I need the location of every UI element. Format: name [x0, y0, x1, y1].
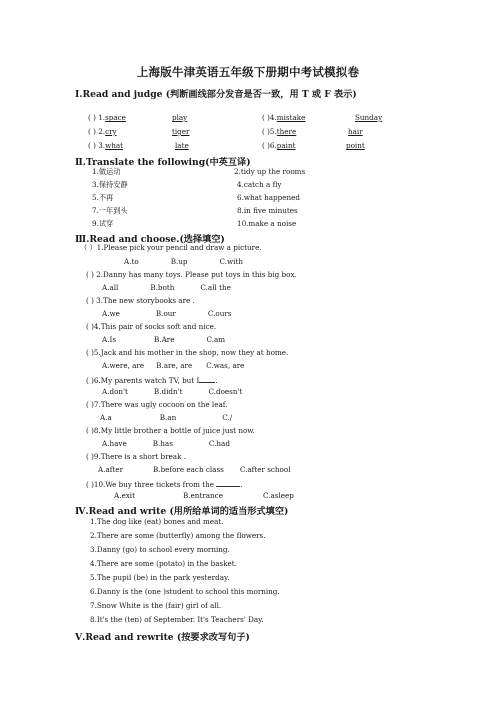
translate-item-5: 5.不再	[92, 193, 114, 202]
judge-item-6-word2: point	[346, 141, 365, 150]
section-2-heading: Ⅱ.Translate the following(中英互译)	[75, 157, 251, 168]
translate-item-3: 3.保持安静	[92, 180, 128, 189]
choice-question-8: ( )8.My little brother a bottle of juice just now.	[86, 426, 255, 435]
judge-item-5-word2: hair	[348, 127, 363, 136]
choice-question-7: ( )7.There was ugly cocoon on the leaf.	[86, 400, 228, 409]
translate-item-6: 6.what happened	[237, 193, 300, 202]
section-5-heading: Ⅴ.Read and rewrite (按要求改写句子)	[75, 632, 250, 643]
choice-question-9: ( )9.There is a short break .	[86, 452, 186, 461]
section-1-heading: Ⅰ.Read and judge (判断画线部分发音是否一致，用 T 或 F 表示)	[75, 89, 357, 100]
choice-options-10: A.exit B.entrance C.asleep	[114, 491, 294, 500]
write-item-2: 2.There are some (butterfly) among the flowers.	[90, 531, 266, 540]
judge-item-1-word2: play	[172, 113, 188, 122]
choice-options-6: A.don't B.didn't C.doesn't	[102, 387, 243, 396]
choice-question-2: ( ) 2.Danny has many toys. Please put toys in this big box.	[86, 270, 297, 279]
choice-options-5: A.were, are B.are, are C.was, are	[102, 361, 245, 370]
judge-item-6: ( )6.paint	[262, 141, 296, 150]
choice-options-9: A.after B.before each class C.after school	[98, 465, 291, 474]
section-4-heading: Ⅳ.Read and write (用所给单词的适当形式填空)	[75, 506, 289, 517]
judge-item-3: ( ) 3.what	[88, 141, 124, 150]
judge-item-1: ( ) 1.space	[88, 113, 126, 122]
judge-item-4: ( )4.mistake	[262, 113, 306, 122]
choice-options-1: A.to B.up C.with	[124, 257, 243, 266]
translate-item-1: 1.做运动	[92, 167, 121, 176]
judge-item-2-word2: tiger	[172, 127, 190, 136]
choice-options-4: A.Is B.Are C.am	[102, 335, 226, 344]
translate-item-8: 8.in five minutes	[237, 206, 298, 215]
choice-question-3: ( ) 3.The new storybooks are .	[86, 296, 195, 305]
write-item-4: 4.There are some (potato) in the basket.	[90, 559, 237, 568]
translate-item-4: 4.catch a fly	[237, 180, 282, 189]
choice-question-10: ( )10.We buy three tickets from the .	[86, 480, 243, 489]
page-title: 上海版牛津英语五年级下册期中考试模拟卷	[136, 65, 360, 79]
choice-question-5: ( )5.Jack and his mother in the shop, now they at home.	[86, 348, 289, 357]
judge-item-2: ( ) 2.cry	[88, 127, 117, 136]
choice-options-8: A.have B.has C.had	[102, 439, 230, 448]
translate-item-9: 9.试穿	[92, 219, 114, 228]
choice-options-7: A.a B.an C./	[100, 413, 233, 422]
write-item-5: 5.The pupil (be) in the park yesterday.	[90, 573, 230, 582]
section-3-heading: Ⅲ.Read and choose.(选择填空)	[75, 234, 225, 245]
choice-options-3: A.we B.our C.ours	[102, 309, 232, 318]
write-item-1: 1.The dog like (eat) bones and meat.	[90, 517, 224, 526]
choice-question-1: （ ）1.Please pick your pencil and draw a picture.	[80, 243, 262, 252]
choice-options-2: A.all B.both C.all the	[102, 283, 231, 292]
choice-question-6: ( )6.My parents watch TV, but I .	[86, 376, 218, 385]
translate-item-7: 7.一年到头	[92, 206, 128, 215]
translate-item-10: 10.make a noise	[237, 219, 297, 228]
judge-item-5: ( )5.there	[262, 127, 297, 136]
choice-question-4: ( )4.This pair of socks soft and nice.	[86, 322, 217, 331]
translate-item-2: 2.tidy up the rooms	[234, 167, 306, 176]
judge-item-3-word2: late	[175, 141, 189, 150]
write-item-7: 7.Snow White is the (fair) girl of all.	[90, 601, 222, 610]
write-item-8: 8.It's the (ten) of September. It's Teachers' Day.	[90, 615, 264, 624]
write-item-3: 3.Danny (go) to school every morning.	[90, 545, 230, 554]
judge-item-4-word2: Sunday	[355, 113, 383, 122]
write-item-6: 6.Danny is the (one )student to school this morning.	[90, 587, 280, 596]
